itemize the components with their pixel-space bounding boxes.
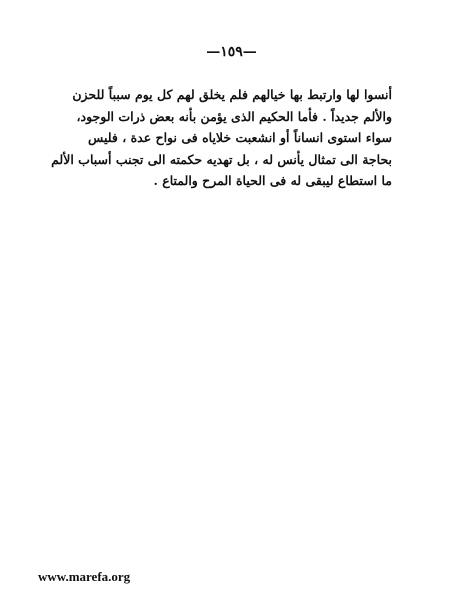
text-line: سواء استوى انساناً أو انشعبت خلاياه فى نواح عدة ، فليس (88, 130, 392, 145)
footer-url: www.marefa.org (38, 569, 131, 584)
text-line: والألم جديداً . فأما الحكيم الذى يؤمن بأنه بعض ذرات الوجود، (76, 108, 392, 124)
text-line: ما استطاع ليبقى له فى الحياة المرح والمتاع . (153, 173, 392, 188)
body-paragraph (51, 84, 392, 192)
page-number: —١٥٩— (206, 44, 257, 60)
text-line: بحاجة الى تمثال يأنس له ، بل تهديه حكمته الى تجنب أسباب الألم (51, 151, 392, 167)
text-line: أنسوا لها وارتبط بها خيالهم فلم يخلق لهم كل يوم سبباً للحزن (72, 87, 392, 102)
